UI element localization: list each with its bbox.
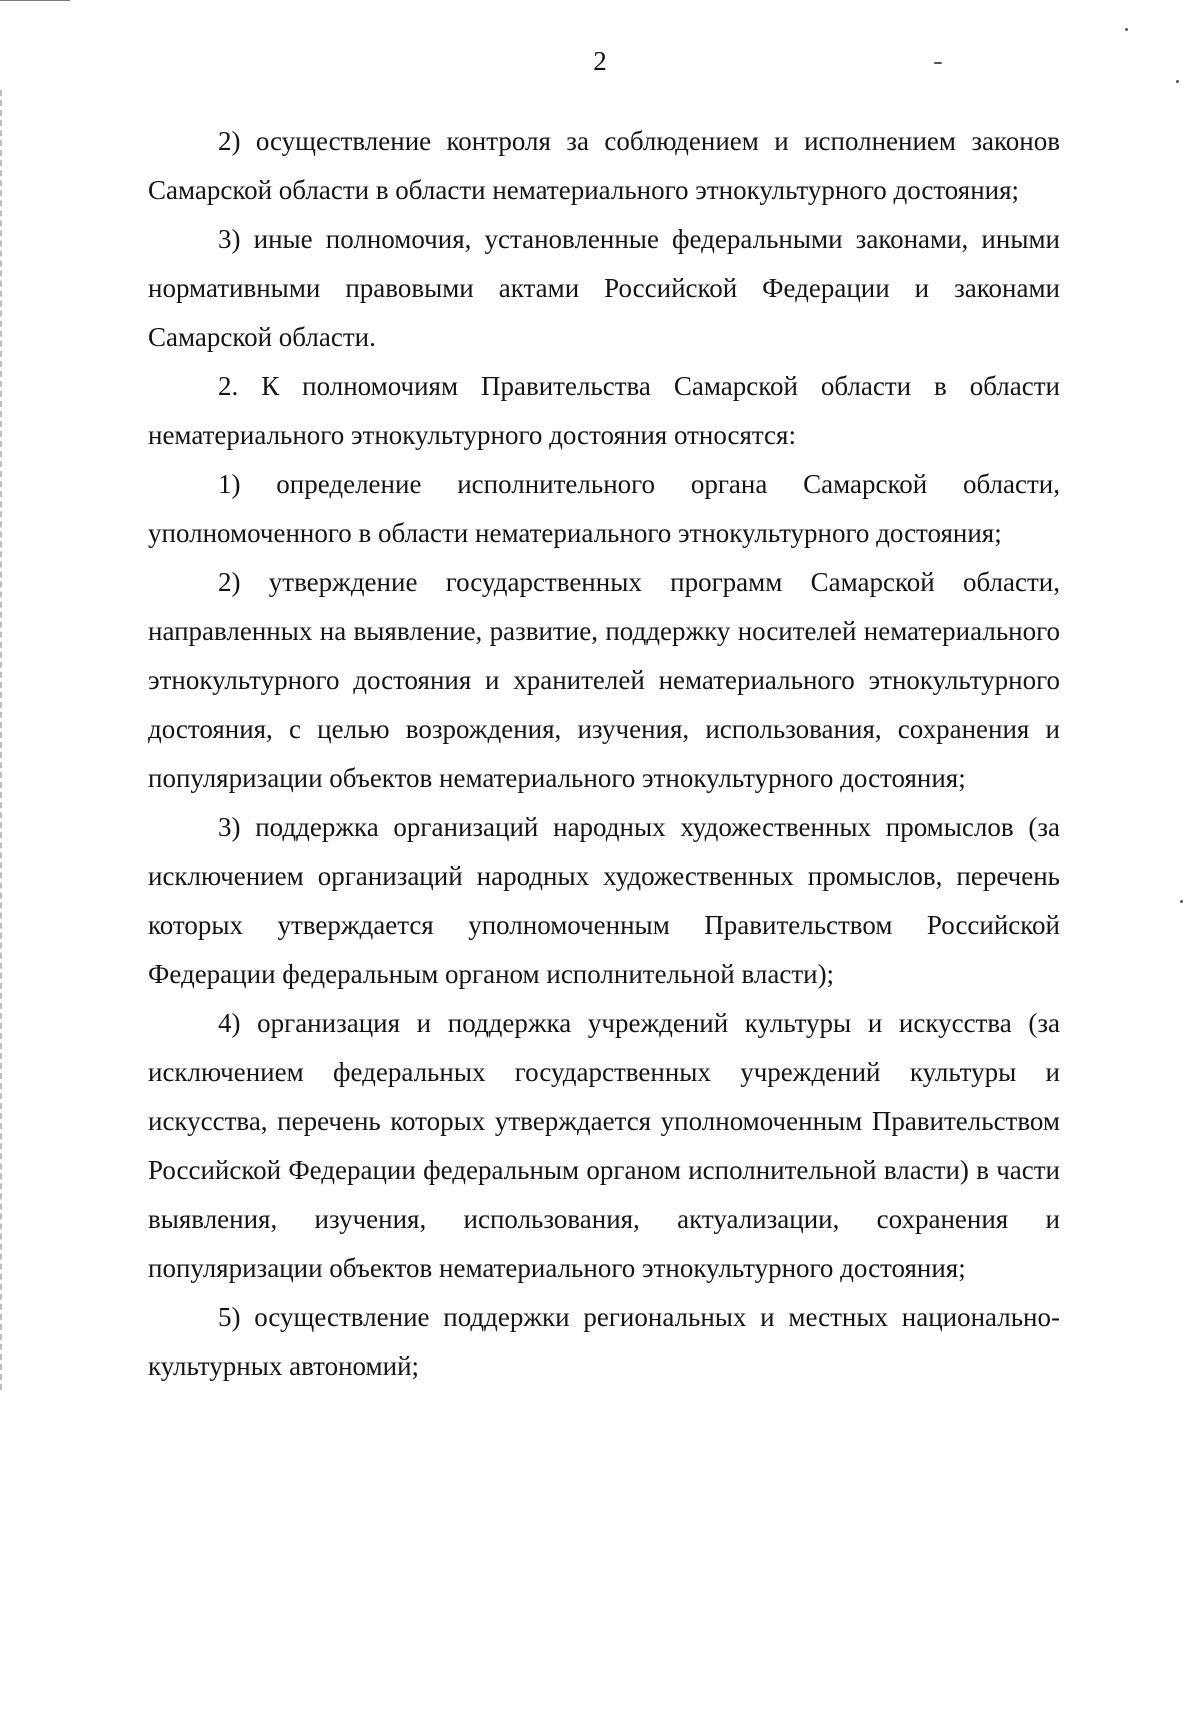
- paragraph-control-laws: 2) осуществление контроля за соблюдением и исполнением законов Самарской области в области нематериального этнокультурного достояния;: [148, 126, 1060, 205]
- scan-speck: [1125, 28, 1128, 31]
- paragraph-other-powers: 3) иные полномочия, установленные федеральными законами, иными нормативными правовыми актами Российской Федерации и законами Самарской области.: [148, 224, 1060, 352]
- paragraph-culture-institutions: 4) организация и поддержка учреждений культуры и искусства (за исключением федеральных государственных учреждений культуры и искусства, перечень которых утверждается уполномоченным Правительством Российской Федерации федеральным органом исполнительной власти) в части выявления, изучения, использования, актуализации, сохранения и популяризации объектов нематериального этнокультурного достояния;: [148, 1008, 1060, 1283]
- scan-speck: [1176, 80, 1179, 83]
- document-body: [148, 117, 1060, 1391]
- paragraph-folk-crafts-support: 3) поддержка организаций народных художественных промыслов (за исключением организаций народных художественных промыслов, перечень которых утверждается уполномоченным Правительством Российской Федерации федеральным органом исполнительной власти);: [148, 812, 1060, 989]
- page-number: 2: [593, 46, 607, 76]
- scan-speck: [934, 62, 942, 64]
- paragraph-national-cultural-autonomies: 5) осуществление поддержки региональных и местных национально-культурных автономий;: [148, 1302, 1060, 1381]
- paragraph-define-executive-body: 1) определение исполнительного органа Самарской области, уполномоченного в области нематериального этнокультурного достояния;: [148, 469, 1060, 548]
- scan-edge-line: [0, 0, 70, 1]
- binding-margin-marks: [0, 90, 8, 1390]
- scan-speck: [1180, 900, 1183, 903]
- paragraph-government-powers-heading: 2. К полномочиям Правительства Самарской области в области нематериального этнокультурного достояния относятся:: [148, 371, 1060, 450]
- paragraph-state-programs: 2) утверждение государственных программ Самарской области, направленных на выявление, развитие, поддержку носителей нематериального этнокультурного достояния и хранителей нематериального этнокультурного достояния, с целью возрождения, изучения, использования, сохранения и популяризации объектов нематериального этнокультурного достояния;: [148, 567, 1060, 793]
